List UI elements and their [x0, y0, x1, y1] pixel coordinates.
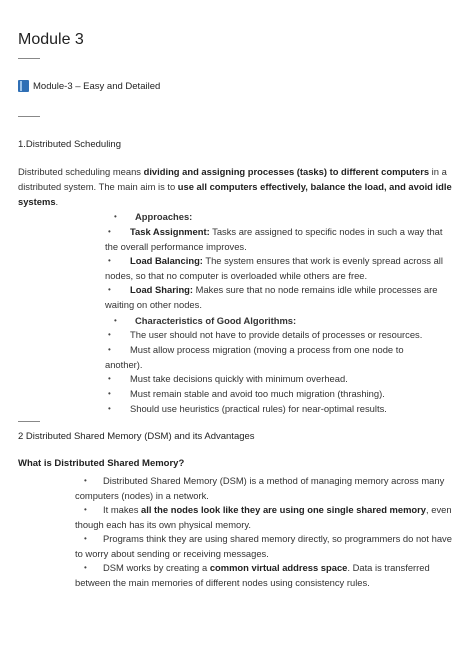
bullet-icon: •	[108, 404, 111, 413]
section-1-heading: 1.Distributed Scheduling	[18, 139, 121, 150]
bullet-icon: •	[114, 316, 117, 325]
divider	[18, 116, 40, 117]
bullet-icon: •	[108, 389, 111, 398]
page-title: Module 3	[18, 31, 84, 48]
divider	[18, 421, 40, 422]
list-item: Distributed Shared Memory (DSM) is a method of managing memory across many computers (nodes) in a network.	[75, 475, 445, 501]
intro-text: in a distributed system. The main aim is to	[18, 166, 447, 192]
characteristics-label: Characteristics of Good Algorithms:	[135, 315, 297, 326]
section-2-question: What is Distributed Shared Memory?	[18, 458, 185, 469]
bullet-icon: •	[84, 476, 87, 485]
intro-bold: dividing and assigning processes (tasks) to different computers	[143, 166, 430, 177]
intro-text: .	[55, 196, 59, 207]
list-item: DSM works by creating a common virtual address space. Data is transferred between the main memories of different nodes using consistency rules.	[75, 562, 430, 588]
bullet-icon: •	[84, 505, 87, 514]
section-1-intro	[18, 164, 458, 209]
bullet-icon: •	[108, 345, 111, 354]
list-item: It makes all the nodes look like they are using one single shared memory, even though each has its own physical memory.	[75, 504, 452, 530]
approaches-label: Approaches:	[135, 211, 193, 222]
bullet-icon: •	[108, 374, 111, 383]
bullet-icon: •	[108, 227, 111, 236]
section-2-heading: 2 Distributed Shared Memory (DSM) and its Advantages	[18, 431, 255, 442]
list-item: The user should not have to provide details of processes or resources.	[130, 329, 423, 340]
subtitle-text: Module-3 – Easy and Detailed	[33, 80, 161, 92]
intro-bold: use all computers effectively, balance the load, and avoid idle systems	[18, 181, 452, 207]
bullet-icon: •	[108, 256, 111, 265]
bullet-icon: •	[114, 212, 117, 221]
bullet-icon: •	[84, 534, 87, 543]
bullet-icon: •	[84, 563, 87, 572]
list-item: Must take decisions quickly with minimum overhead.	[130, 373, 348, 384]
list-item: Programs think they are using shared memory directly, so programmers do not have to worry about sending or receiving messages.	[75, 533, 452, 559]
intro-text: Distributed scheduling means	[18, 166, 144, 177]
list-item: Load Sharing: Makes sure that no node remains idle while processes are waiting on other nodes.	[105, 284, 438, 310]
divider	[18, 58, 40, 59]
subtitle	[18, 80, 160, 92]
list-item: Task Assignment: Tasks are assigned to specific nodes in such a way that the overall performance improves.	[105, 226, 443, 252]
list-item: Load Balancing: The system ensures that work is evenly spread across all nodes, so that no computer is overloaded while others are free.	[105, 255, 443, 281]
list-item: Should use heuristics (practical rules) for near-optimal results.	[130, 403, 387, 414]
list-item: Must remain stable and avoid too much migration (thrashing).	[130, 388, 385, 399]
list-item: Must allow process migration (moving a process from one node to another).	[105, 344, 404, 370]
bullet-icon: •	[108, 285, 111, 294]
book-icon	[18, 80, 29, 92]
bullet-icon: •	[108, 330, 111, 339]
